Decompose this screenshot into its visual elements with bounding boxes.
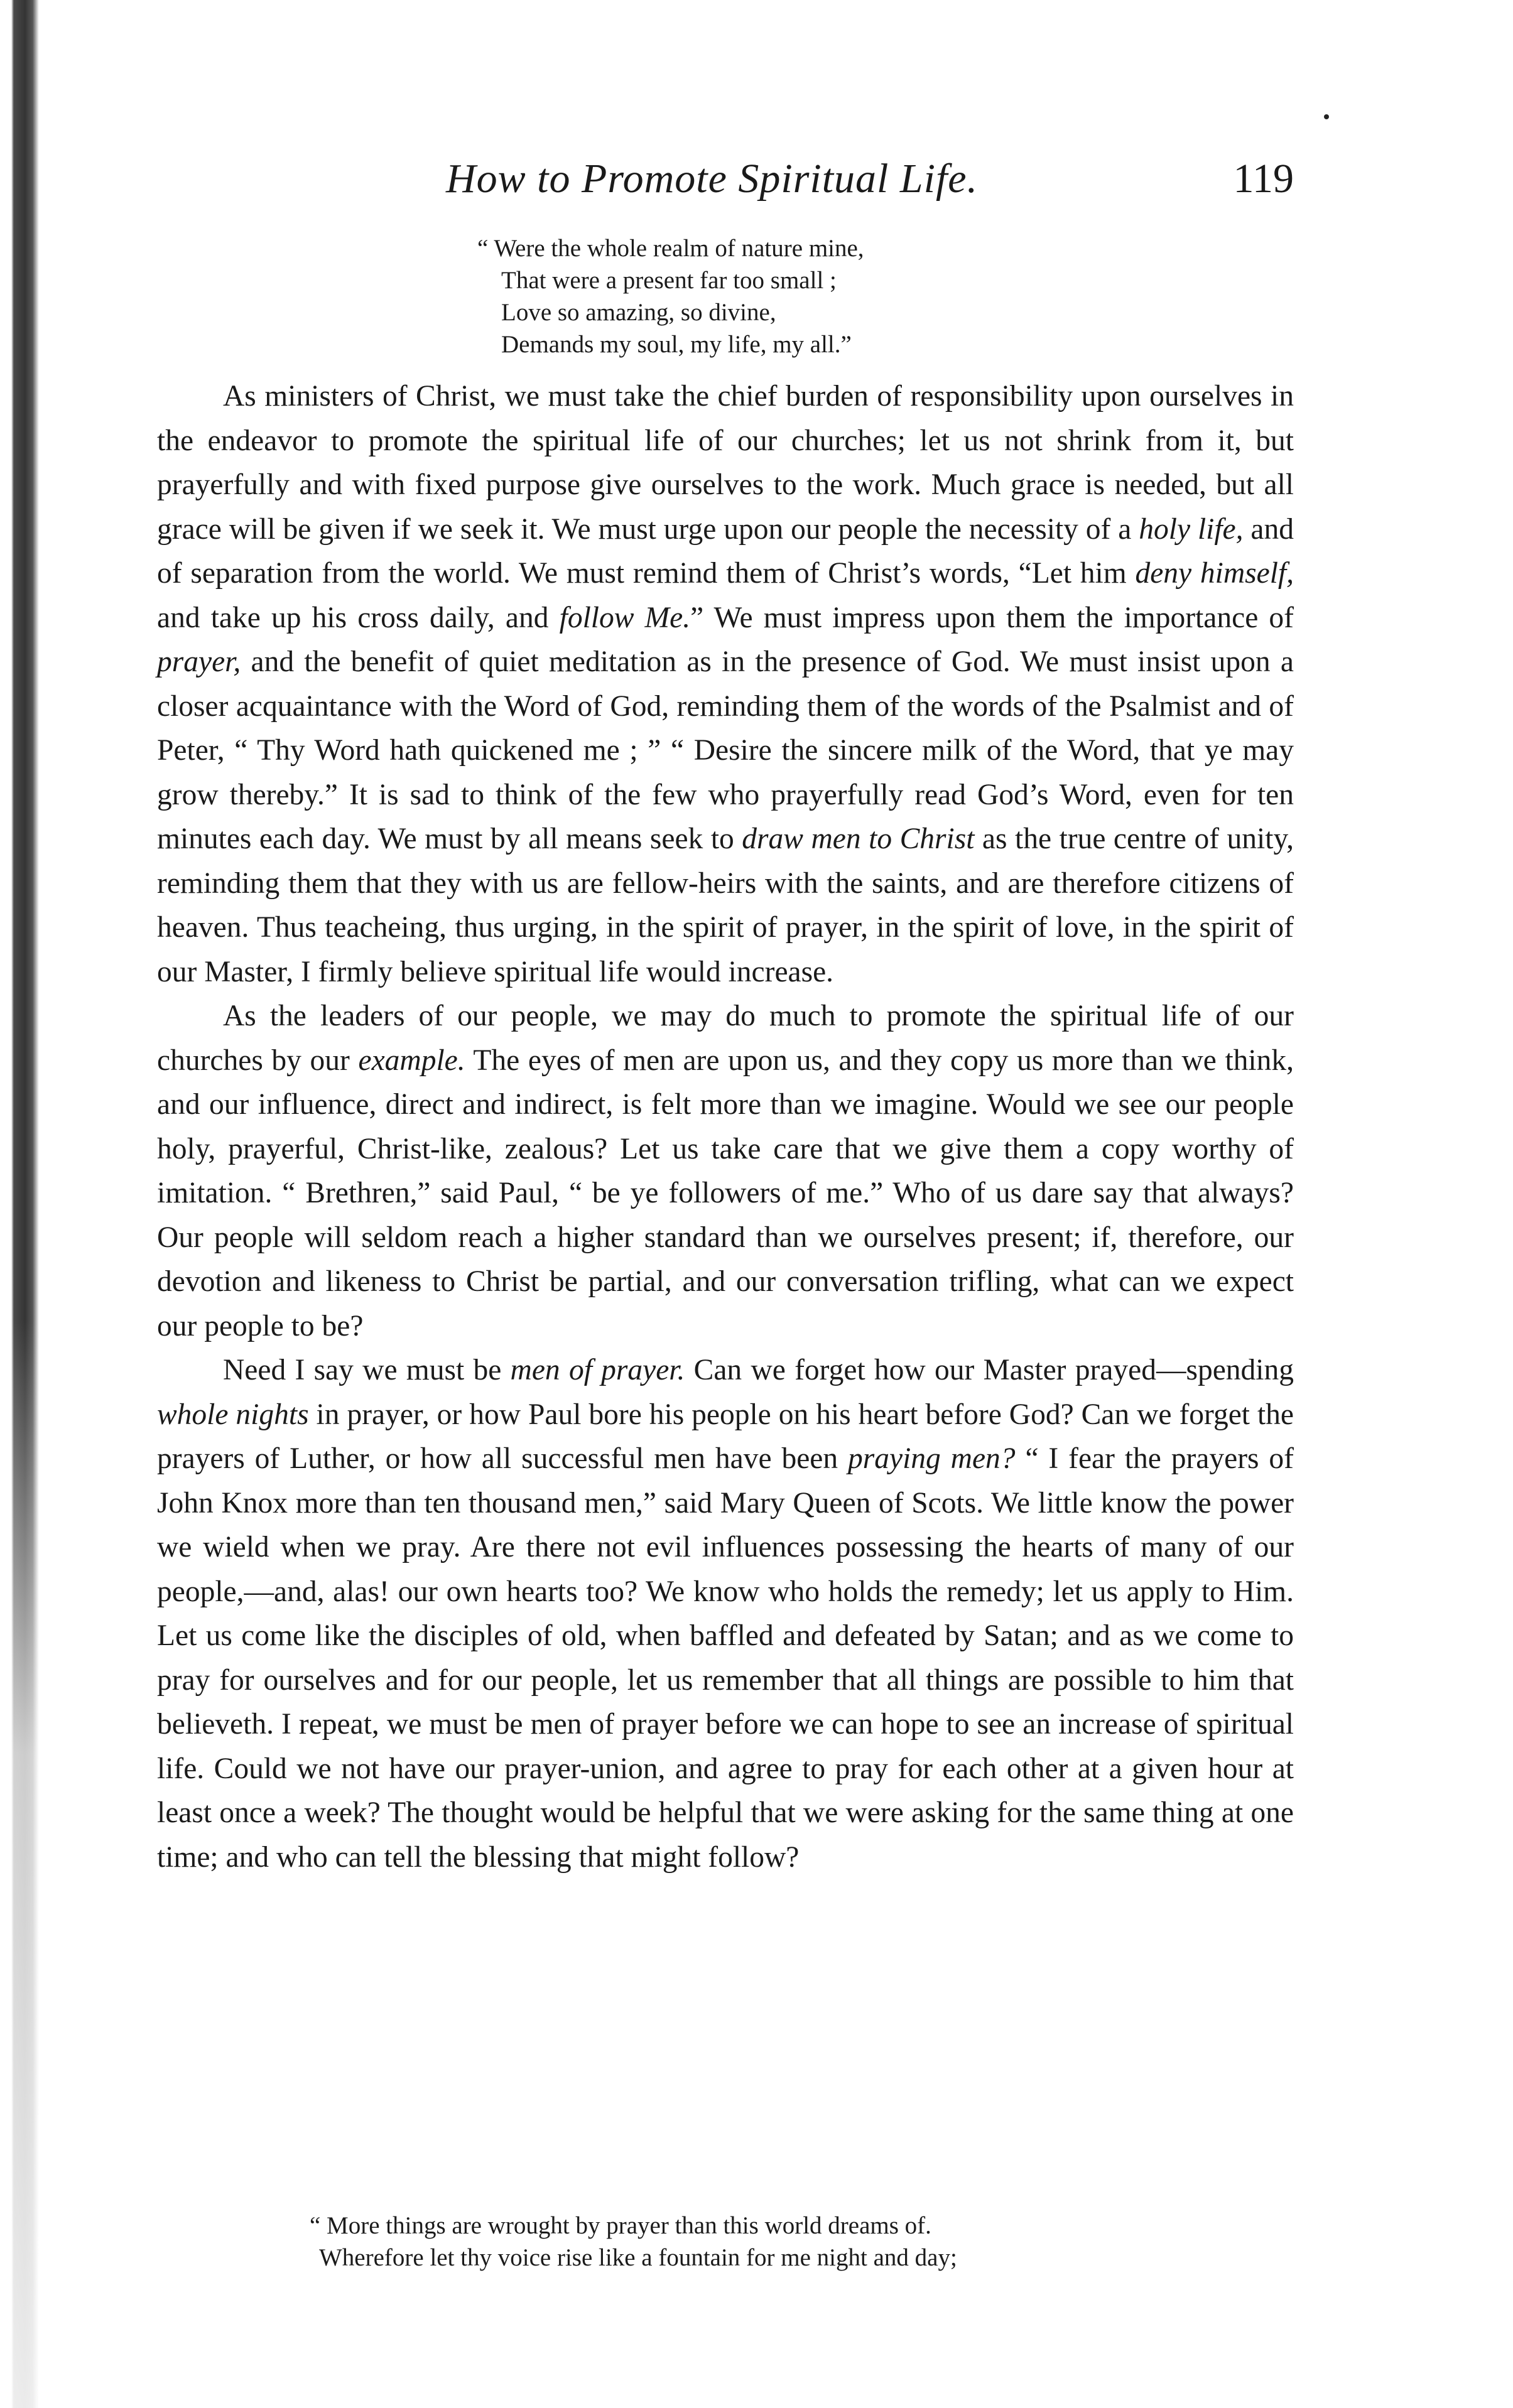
- paragraph: [157, 1348, 1294, 1879]
- hymn-line: Love so amazing, so divine,: [501, 299, 776, 326]
- binding-fade: [0, 1319, 39, 2408]
- verse-line: Wherefore let thy voice rise like a fountain for me night and day;: [319, 2244, 957, 2271]
- opening-hymn-quote: [477, 232, 864, 360]
- text-run: The eyes of men are upon us, and they copy us more than we think, and our influence, direct and indirect, is felt more than we imagine. Would we see our people holy, prayerful, Christ-like, zealous? Let us take care that we give them a copy worthy of imitation. “ Brethren,” said Paul, “ be ye followers of me.” Who of us dare say that always? Our people will seldom reach a higher standard than we ourselves present; if, therefore, our devotion and likeness to Christ be partial, and our conversation trifling, what can we expect our people to be?: [157, 1044, 1294, 1342]
- running-title: How to Promote Spiritual Life.: [446, 156, 979, 202]
- italic-emphasis: holy life,: [1139, 512, 1244, 546]
- italic-emphasis: draw men to Christ: [742, 823, 975, 855]
- text-run: and the benefit of quiet meditation as in the presence of God. We must insist upon a closer acquaintance with the Word of God, reminding them of the words of the Psalmist and of Peter, “ Thy Word hath quickened me ; ” “ Desire the sincere milk of the Word, that ye may grow thereby.” It is sad to think of the few who prayerfully read God’s Word, even for ten minutes each day. We must by all means seek to: [157, 645, 1294, 855]
- italic-emphasis: praying men?: [848, 1442, 1016, 1475]
- italic-emphasis: example.: [358, 1044, 465, 1077]
- hymn-line: “ Were the whole realm of nature mine,: [477, 235, 864, 262]
- text-run: As ministers of Christ, we must take the chief burden of responsibility upon ourselves in the endeavor to promote the spiritual life of our churches; let us not shrink from it, but prayerfully and with fixed purpose give ourselves to the work. Much grace is needed, but all grace will be given if we seek it. We must urge upon our people the necessity of a: [157, 380, 1294, 546]
- closing-verse-quote: [310, 2210, 957, 2274]
- italic-emphasis: whole nights: [157, 1398, 309, 1431]
- text-run: ” We must impress upon them the importance of: [690, 601, 1294, 634]
- hymn-line: Demands my soul, my life, my all.”: [501, 331, 852, 358]
- page-number: 119: [1233, 156, 1294, 202]
- paragraph: [157, 374, 1294, 994]
- italic-emphasis: prayer,: [157, 645, 241, 678]
- body-text: [157, 374, 1294, 1879]
- text-run: and of separation from the world. We must remind them of Christ’s words, “Let him: [157, 512, 1294, 590]
- text-run: As the leaders of our people, we may do much to promote the spiritual life of our churches by our: [157, 1000, 1294, 1077]
- text-run: “ I fear the prayers of John Knox more than ten thousand men,” said Mary Queen of Scots. We little know the power we wield when we pray. Are there not evil influences possessing the hearts of many of our people,—and, alas! our own hearts too? We know who holds the remedy; let us apply to Him. Let us come like the disciples of old, when baffled and defeated by Satan; and as we come to pray for ourselves and for our people, let us remember that all things are possible to him that believeth. I repeat, we must be men of prayer before we can hope to see an increase of spiritual life. Could we not have our prayer-union, and agree to pray for each other at a given hour at least once a week? The thought would be helpful that we were asking for the same thing at one time; and who can tell the blessing that might follow?: [157, 1442, 1294, 1874]
- text-run: in prayer, or how Paul bore his people on his heart before God? Can we forget the prayers of Luther, or how all successful men have been: [157, 1398, 1294, 1475]
- italic-emphasis: deny himself,: [1135, 557, 1294, 590]
- hymn-line: That were a present far too small ;: [501, 267, 837, 294]
- text-run: and take up his cross daily, and: [157, 601, 560, 634]
- italic-emphasis: follow Me.: [559, 601, 691, 634]
- text-run: Need I say we must be: [223, 1354, 511, 1386]
- text-run: Can we forget how our Master prayed—spending: [685, 1354, 1294, 1386]
- verse-line: “ More things are wrought by prayer than this world dreams of.: [310, 2212, 931, 2239]
- paragraph: [157, 994, 1294, 1348]
- text-run: as the true centre of unity, reminding them that they with us are fellow-heirs with the saints, and are therefore citizens of heaven. Thus teacheing, thus urging, in the spirit of prayer, in the spirit of love, in the spirit of our Master, I firmly believe spiritual life would increase.: [157, 823, 1294, 988]
- italic-emphasis: men of prayer.: [510, 1354, 685, 1386]
- page-header: [157, 151, 1319, 220]
- ink-speck: [1324, 114, 1329, 119]
